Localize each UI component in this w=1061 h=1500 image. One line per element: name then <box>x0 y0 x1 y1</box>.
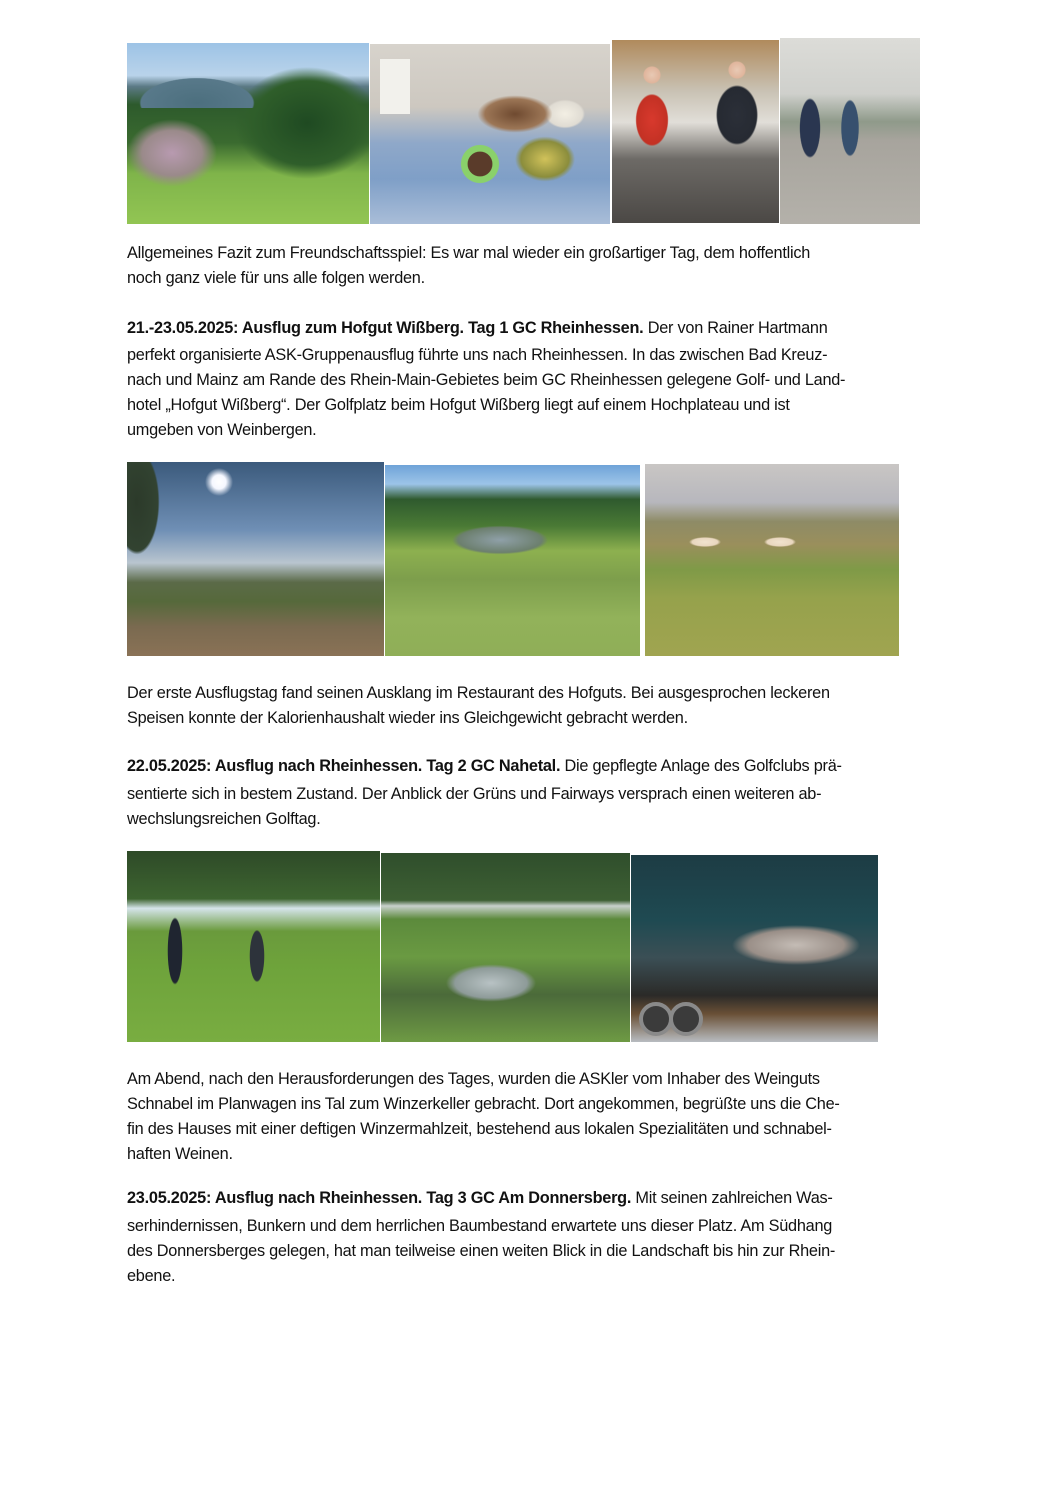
text-line <box>127 1186 942 1211</box>
tag3-first-line-rest: Mit seinen zahlreichen Was- <box>631 1189 833 1207</box>
tag1-heading: 21.-23.05.2025: Ausflug zum Hofgut Wißberg. Tag 1 GC Rheinhessen. <box>127 319 644 337</box>
golf-course-mountain-photo <box>127 43 369 224</box>
wheel-shape <box>669 1002 703 1036</box>
text-line: haften Weinen. <box>127 1145 233 1163</box>
tag3-paragraph <box>127 1186 942 1289</box>
pond-fountain-photo <box>385 465 640 656</box>
tag2-first-line-rest: Die gepflegte Anlage des Golfclubs prä- <box>560 757 842 775</box>
tag2-heading: 22.05.2025: Ausflug nach Rheinhessen. Tag 2 GC Nahetal. <box>127 757 561 775</box>
chair-shape <box>380 59 410 114</box>
text-line: serhindernissen, Bunkern und dem herrlichen Baumbestand erwartete uns dieser Platz. Am Südhang <box>127 1217 833 1235</box>
tag2-paragraph <box>127 754 942 832</box>
text-line <box>127 754 942 779</box>
text-line: Der erste Ausflugstag fand seinen Ausklang im Restaurant des Hofguts. Bei ausgesprochen leckeren <box>127 684 830 702</box>
text-line: Speisen konnte der Kalorienhaushalt wieder ins Gleichgewicht gebracht werden. <box>127 709 688 727</box>
text-line: sentierte sich in bestem Zustand. Der Anblick der Grüns und Fairways versprach einen weiteren ab- <box>127 785 822 803</box>
tag3-heading: 23.05.2025: Ausflug nach Rheinhessen. Tag 3 GC Am Donnersberg. <box>127 1189 632 1207</box>
text-line: noch ganz viele für uns alle folgen werden. <box>127 269 425 287</box>
text-line: perfekt organisierte ASK-Gruppenausflug führte uns nach Rheinhessen. In das zwischen Bad Kreuz- <box>127 346 828 364</box>
text-line: umgeben von Weinbergen. <box>127 421 317 439</box>
text-line: Allgemeines Fazit zum Freundschaftsspiel: Es war mal wieder ein großartiger Tag, dem hoffentlich <box>127 244 811 262</box>
abend-paragraph <box>127 1067 942 1167</box>
fairway-bunkers-photo <box>645 464 899 656</box>
text-line: nach und Mainz am Rande des Rhein-Main-Gebietes beim GC Rheinhessen gelegene Golf- und Land- <box>127 371 846 389</box>
golfers-tee-photo <box>127 851 380 1042</box>
text-line: Am Abend, nach den Herausforderungen des Tages, wurden die ASKler vom Inhaber des Weinguts <box>127 1070 820 1088</box>
text-line <box>127 316 942 341</box>
two-men-seated-photo <box>612 40 779 223</box>
text-line: fin des Hauses mit einer deftigen Winzermahlzeit, bestehend aus lokalen Spezialitäten und schnabel- <box>127 1120 832 1138</box>
covered-wagon-photo <box>631 855 878 1042</box>
men-standing-terrace-photo <box>780 38 920 224</box>
text-line: Schnabel im Planwagen ins Tal zum Winzerkeller gebracht. Dort angekommen, begrüßte uns die Che- <box>127 1095 840 1113</box>
text-line: hotel „Hofgut Wißberg“. Der Golfplatz beim Hofgut Wißberg liegt auf einem Hochplateau und ist <box>127 396 790 414</box>
tag1-paragraph <box>127 316 942 443</box>
mountain-shape <box>127 58 277 108</box>
vineyard-sun-photo <box>127 462 384 656</box>
tag1-first-line-rest: Der von Rainer Hartmann <box>643 319 828 337</box>
text-line: wechslungsreichen Golftag. <box>127 810 321 828</box>
wheel-shape <box>639 1002 673 1036</box>
fazit-paragraph <box>127 241 942 291</box>
pond-stream-photo <box>381 853 630 1042</box>
text-line: des Donnersberges gelegen, hat man teilweise einen weiten Blick in die Landschaft bis hin zur Rhein- <box>127 1242 836 1260</box>
ausklang-paragraph <box>127 681 942 731</box>
text-line: ebene. <box>127 1267 176 1285</box>
cake-buffet-photo <box>370 44 610 224</box>
